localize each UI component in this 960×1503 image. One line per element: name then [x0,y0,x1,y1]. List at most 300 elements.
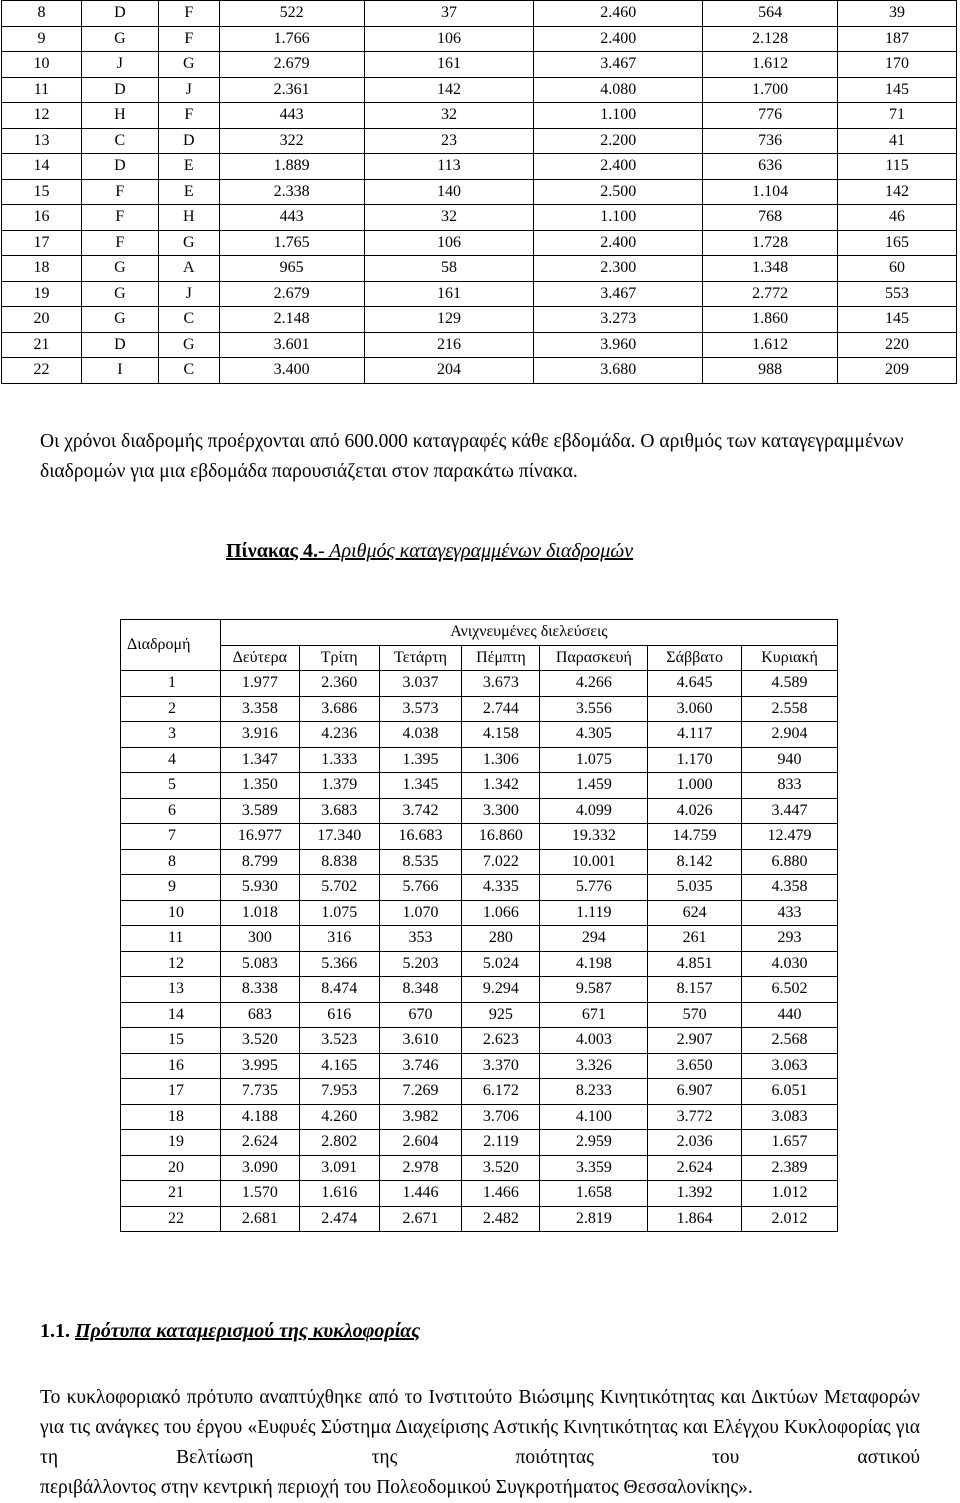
table-cell: 1.612 [703,52,838,78]
table-cell: 7.269 [379,1079,462,1105]
table-cell: 12 [2,103,82,129]
table-cell: 4.038 [379,722,462,748]
table-cell: 3.673 [462,671,540,697]
section-number: 1.1. [40,1320,70,1342]
recorded-trips-table [120,619,838,1232]
table-cell: 988 [703,358,838,384]
table-row [2,154,957,180]
table-row [2,307,957,333]
table-cell: 4.305 [540,722,648,748]
table-cell: 220 [838,332,957,358]
table-cell: 2.604 [379,1130,462,1156]
table-cell: 165 [838,230,957,256]
route-number: 20 [121,1155,221,1181]
table-cell: 2.500 [534,179,703,205]
table-cell: 3.706 [462,1104,540,1130]
table-cell: 1.170 [648,747,742,773]
table-cell: 3.523 [299,1028,379,1054]
route-number: 12 [121,951,221,977]
table-cell: 3.060 [648,696,742,722]
table-cell: F [81,179,158,205]
table-cell: 1.860 [703,307,838,333]
table-cell: C [158,358,219,384]
table-cell: 5.702 [299,875,379,901]
table-cell: H [158,205,219,231]
table-cell: 32 [364,103,534,129]
table-cell: 39 [838,1,957,27]
table-cell: 10.001 [540,849,648,875]
table-cell: 3.358 [220,696,299,722]
table-cell: 2.360 [299,671,379,697]
table-cell: D [81,154,158,180]
table-cell: 3.520 [462,1155,540,1181]
table-cell: 113 [364,154,534,180]
table-cell: 1.612 [703,332,838,358]
table-cell: 9.294 [462,977,540,1003]
table-row [121,900,838,926]
table-row [121,1104,838,1130]
table-cell: 4.117 [648,722,742,748]
body-paragraph-main: Το κυκλοφοριακό πρότυπο αναπτύχθηκε από το Ινστιτούτο Βιώσιμης Κινητικότητας και Δικτύων Μεταφορών για τις ανάγκες του έργου «Ευφυές Σύστημα Διαχείρισης Αστικής Κινητικότητας και Ελέγχου Κυκλοφορίας για τη Βελτίωση της ποιότητας του αστικού [40,1387,920,1468]
table-row [121,1155,838,1181]
table-cell: 2.802 [299,1130,379,1156]
table-cell: 3.683 [299,798,379,824]
table-cell: 5.776 [540,875,648,901]
table-cell: 1.347 [220,747,299,773]
table-cell: 145 [838,77,957,103]
route-number: 11 [121,926,221,952]
caption-label: Πίνακας 4. [226,540,318,562]
table-cell: 1.075 [299,900,379,926]
table-cell: 1.658 [540,1181,648,1207]
table-cell: 3.370 [462,1053,540,1079]
table-cell: 170 [838,52,957,78]
table-cell: 2.623 [462,1028,540,1054]
table-cell: 46 [838,205,957,231]
detections-header: Ανιχνευμένες διελεύσεις [220,620,837,646]
table-cell: 1.070 [379,900,462,926]
table-cell: 14 [2,154,82,180]
table-cell: 6.051 [742,1079,838,1105]
table-cell: 3.326 [540,1053,648,1079]
table-cell: 2.624 [648,1155,742,1181]
table-cell: 1.333 [299,747,379,773]
caption-text: - Αριθμός καταγεγραμμένων διαδρομών [317,540,634,562]
table-cell: 4.358 [742,875,838,901]
table-cell: J [158,281,219,307]
route-number: 16 [121,1053,221,1079]
section-heading [40,1320,420,1343]
table-cell: 3.467 [534,52,703,78]
table-cell: 4.851 [648,951,742,977]
table-cell: 4.335 [462,875,540,901]
table-cell: 1.570 [220,1181,299,1207]
table-cell: 4.003 [540,1028,648,1054]
table-cell: 768 [703,205,838,231]
table-cell: 9 [2,26,82,52]
table-cell: 5.766 [379,875,462,901]
table-cell: 4.645 [648,671,742,697]
table-cell: 3.573 [379,696,462,722]
table-row [121,773,838,799]
table-cell: G [158,230,219,256]
table-cell: 2.460 [534,1,703,27]
table-cell: 3.400 [219,358,364,384]
table-cell: G [81,26,158,52]
table-cell: 3.960 [534,332,703,358]
route-number: 9 [121,875,221,901]
table-row [2,205,957,231]
table-cell: 15 [2,179,82,205]
table-cell: 106 [364,230,534,256]
route-number: 17 [121,1079,221,1105]
table-cell: G [81,281,158,307]
day-header: Πέμπτη [462,645,540,671]
route-number: 10 [121,900,221,926]
table-row [2,52,957,78]
table-cell: G [81,256,158,282]
table-cell: 5.930 [220,875,299,901]
table-cell: 1.066 [462,900,540,926]
table-cell: 71 [838,103,957,129]
table-cell: 8.338 [220,977,299,1003]
table-cell: 1.000 [648,773,742,799]
table-row [2,358,957,384]
table-cell: 2.389 [742,1155,838,1181]
table-row [121,951,838,977]
table-cell: C [81,128,158,154]
route-number: 19 [121,1130,221,1156]
table-cell: 670 [379,1002,462,1028]
table-cell: 115 [838,154,957,180]
table-row [121,1206,838,1232]
table-cell: 3.995 [220,1053,299,1079]
table-cell: 1.350 [220,773,299,799]
table-cell: 1.075 [540,747,648,773]
table-cell: 4.260 [299,1104,379,1130]
table-cell: 216 [364,332,534,358]
table-cell: 6.502 [742,977,838,1003]
table-cell: 4.030 [742,951,838,977]
table-cell: 19.332 [540,824,648,850]
table-cell: 58 [364,256,534,282]
table-cell: 564 [703,1,838,27]
table-cell: 5.024 [462,951,540,977]
route-number: 22 [121,1206,221,1232]
table-cell: 8.838 [299,849,379,875]
route-number: 13 [121,977,221,1003]
table-cell: 2.681 [220,1206,299,1232]
table-cell: 440 [742,1002,838,1028]
table-cell: 3.083 [742,1104,838,1130]
table-cell: 3.300 [462,798,540,824]
table-cell: 1.864 [648,1206,742,1232]
table-cell: 3.686 [299,696,379,722]
table-cell: 8.233 [540,1079,648,1105]
table-cell: I [81,358,158,384]
table-row [2,128,957,154]
table-cell: 1.700 [703,77,838,103]
table-cell: 32 [364,205,534,231]
table-row [2,103,957,129]
table-cell: 3.556 [540,696,648,722]
table-cell: 4.080 [534,77,703,103]
table-cell: 736 [703,128,838,154]
table-cell: 2.200 [534,128,703,154]
table-cell: 18 [2,256,82,282]
table-cell: 3.680 [534,358,703,384]
table-cell: 106 [364,26,534,52]
table-cell: 2.978 [379,1155,462,1181]
table-row [121,1130,838,1156]
table-cell: 1.345 [379,773,462,799]
table-cell: 16.977 [220,824,299,850]
table-cell: 1.766 [219,26,364,52]
table-cell: 6.880 [742,849,838,875]
table-cell: 3.742 [379,798,462,824]
table-cell: 14.759 [648,824,742,850]
table-cell: 2.904 [742,722,838,748]
table-cell: 1.018 [220,900,299,926]
route-number: 4 [121,747,221,773]
table-cell: 940 [742,747,838,773]
table-cell: 1.392 [648,1181,742,1207]
table-cell: D [158,128,219,154]
table-cell: 1.348 [703,256,838,282]
route-number: 8 [121,849,221,875]
table-cell: 5.035 [648,875,742,901]
table-cell: 2.148 [219,307,364,333]
table-cell: 3.467 [534,281,703,307]
table-cell: G [81,307,158,333]
table-cell: 3.610 [379,1028,462,1054]
table-cell: 1.977 [220,671,299,697]
table-cell: 1.446 [379,1181,462,1207]
table-cell: 6.172 [462,1079,540,1105]
table-cell: 4.158 [462,722,540,748]
table-cell: 833 [742,773,838,799]
table-row [121,926,838,952]
table-cell: 4.198 [540,951,648,977]
table-cell: 2.819 [540,1206,648,1232]
table-cell: 1.889 [219,154,364,180]
table-cell: 636 [703,154,838,180]
table-cell: F [81,205,158,231]
table-row [2,179,957,205]
table-cell: 3.063 [742,1053,838,1079]
table-cell: 23 [364,128,534,154]
table-cell: 2.400 [534,154,703,180]
table-row [121,875,838,901]
table-cell: 2.959 [540,1130,648,1156]
table-cell: G [158,52,219,78]
table-cell: 616 [299,1002,379,1028]
day-header: Τετάρτη [379,645,462,671]
table-cell: 21 [2,332,82,358]
table-row [121,849,838,875]
table-cell: 10 [2,52,82,78]
route-number: 6 [121,798,221,824]
body-paragraph [40,1383,920,1503]
table-cell: 145 [838,307,957,333]
table-cell: A [158,256,219,282]
table-cell: 8.348 [379,977,462,1003]
table-cell: 2.679 [219,52,364,78]
table-cell: 1.657 [742,1130,838,1156]
route-header: Διαδρομή [121,620,221,671]
table-cell: 2.744 [462,696,540,722]
table-cell: 5.366 [299,951,379,977]
table-cell: 187 [838,26,957,52]
table-row [121,1181,838,1207]
table-cell: 671 [540,1002,648,1028]
table-cell: 4.026 [648,798,742,824]
table-cell: 294 [540,926,648,952]
route-number: 7 [121,824,221,850]
table-cell: 3.090 [220,1155,299,1181]
table-cell: 8.142 [648,849,742,875]
table-cell: 1.012 [742,1181,838,1207]
table-cell: 2.671 [379,1206,462,1232]
table-cell: 3.359 [540,1155,648,1181]
table-cell: D [81,77,158,103]
table-cell: 1.395 [379,747,462,773]
table-cell: 4.100 [540,1104,648,1130]
table-cell: 11 [2,77,82,103]
table-cell: 2.338 [219,179,364,205]
table-cell: 2.624 [220,1130,299,1156]
table-row [121,977,838,1003]
table-cell: 2.300 [534,256,703,282]
table-cell: 965 [219,256,364,282]
route-number: 18 [121,1104,221,1130]
table-cell: 4.236 [299,722,379,748]
table-cell: E [158,154,219,180]
table-cell: 17.340 [299,824,379,850]
table-cell: 140 [364,179,534,205]
table-row [121,1028,838,1054]
day-header: Σάββατο [648,645,742,671]
day-header: Δεύτερα [220,645,299,671]
table-cell: 433 [742,900,838,926]
route-number: 5 [121,773,221,799]
table-cell: 12.479 [742,824,838,850]
table-row [121,747,838,773]
table-cell: 19 [2,281,82,307]
table-cell: 16.860 [462,824,540,850]
table-cell: 2.119 [462,1130,540,1156]
table-cell: 3.982 [379,1104,462,1130]
table-cell: 2.482 [462,1206,540,1232]
table-cell: 300 [220,926,299,952]
table-cell: D [81,1,158,27]
table-cell: 522 [219,1,364,27]
table-cell: 4.165 [299,1053,379,1079]
table-cell: 37 [364,1,534,27]
table-cell: 2.558 [742,696,838,722]
table-cell: 4.266 [540,671,648,697]
table-cell: 3.746 [379,1053,462,1079]
table-row [2,26,957,52]
table-cell: 3.772 [648,1104,742,1130]
table-cell: 7.735 [220,1079,299,1105]
travel-times-table [1,0,957,384]
table-cell: 2.907 [648,1028,742,1054]
table-cell: 16 [2,205,82,231]
table-cell: F [81,230,158,256]
table-cell: 3.273 [534,307,703,333]
day-header: Τρίτη [299,645,379,671]
table-cell: 2.400 [534,230,703,256]
table-cell: 1.728 [703,230,838,256]
table-row [121,1079,838,1105]
table-row [2,281,957,307]
table-row [2,1,957,27]
table-cell: 9.587 [540,977,648,1003]
table-cell: 142 [838,179,957,205]
table-cell: J [158,77,219,103]
table-cell: 142 [364,77,534,103]
table-cell: 1.100 [534,103,703,129]
table-row [121,824,838,850]
table-cell: 17 [2,230,82,256]
table-cell: 4.099 [540,798,648,824]
table-cell: 8 [2,1,82,27]
table-cell: 925 [462,1002,540,1028]
table-cell: 353 [379,926,462,952]
table-cell: 280 [462,926,540,952]
table-cell: 8.157 [648,977,742,1003]
table-cell: 3.037 [379,671,462,697]
route-number: 2 [121,696,221,722]
table-cell: 1.616 [299,1181,379,1207]
table-cell: J [81,52,158,78]
route-number: 21 [121,1181,221,1207]
table-cell: 1.466 [462,1181,540,1207]
table-row [121,1053,838,1079]
table-cell: 8.535 [379,849,462,875]
table-cell: 553 [838,281,957,307]
table-cell: 161 [364,52,534,78]
table-cell: C [158,307,219,333]
table-cell: 41 [838,128,957,154]
table-cell: 3.447 [742,798,838,824]
table-cell: 1.765 [219,230,364,256]
route-number: 14 [121,1002,221,1028]
table-cell: 322 [219,128,364,154]
route-number: 1 [121,671,221,697]
table-cell: 1.306 [462,747,540,773]
table-cell: 443 [219,103,364,129]
table-cell: 3.589 [220,798,299,824]
table-cell: 2.361 [219,77,364,103]
table-cell: 7.953 [299,1079,379,1105]
table-cell: 776 [703,103,838,129]
intro-paragraph: Οι χρόνοι διαδρομής προέρχονται από 600.000 καταγραφές κάθε εβδομάδα. Ο αριθμός των καταγεγραμμένων διαδρομών για μια εβδομάδα παρουσιάζεται στον παρακάτω πίνακα. [40,431,904,482]
table-cell: 2.400 [534,26,703,52]
day-header: Παρασκευή [540,645,648,671]
table-cell: 1.119 [540,900,648,926]
table-cell: 7.022 [462,849,540,875]
table-cell: H [81,103,158,129]
table-cell: 6.907 [648,1079,742,1105]
table-cell: 20 [2,307,82,333]
table-row [2,256,957,282]
table-row [121,798,838,824]
table-cell: 4.589 [742,671,838,697]
table-cell: 161 [364,281,534,307]
table-cell: 1.104 [703,179,838,205]
